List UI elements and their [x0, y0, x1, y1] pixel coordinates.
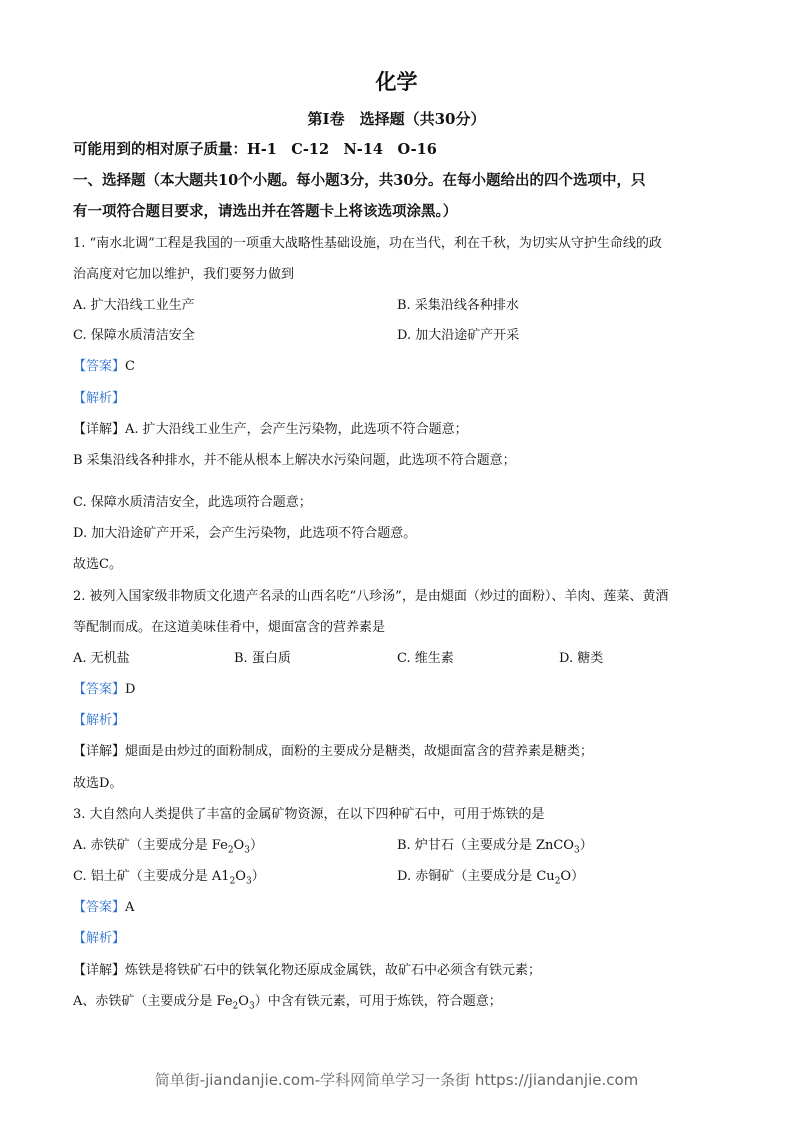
q2-option-d: D. 糖类 — [559, 651, 604, 666]
q2-option-b: B. 蛋白质 — [234, 651, 291, 666]
q2-analysis — [73, 711, 125, 731]
q1-conclusion: 故选C。 — [73, 557, 122, 572]
answer-label: 【答案】 — [73, 900, 126, 915]
formula-fe2o3: $Fe_2O_3$ — [216, 994, 255, 1012]
q3-option-d-text: D. 赤铜矿（主要成分是 — [397, 869, 537, 884]
formula-znco3: ZnCO$_3$ — [535, 838, 580, 856]
q3-option-a-text: A. 赤铁矿（主要成分是 — [73, 838, 212, 853]
q3-option-b-text: B. 炉甘石（主要成分是 — [397, 838, 536, 853]
q1-option-b: B. 采集沿线各种排水 — [397, 298, 519, 313]
q3-answer — [73, 898, 134, 918]
q1-stem-line1: 1. “南水北调”工程是我国的一项重大战略性基础设施，功在当代，利在千秋，为切实从守护生命线的政 — [73, 236, 662, 251]
section-subtitle: 第I卷 选择题（共30分） — [307, 110, 486, 128]
q2-conclusion: 故选D。 — [73, 776, 123, 791]
q3-detail-text2-pre: A、赤铁矿（主要成分是 — [73, 994, 217, 1009]
answer-label: 【答案】 — [73, 682, 126, 697]
analysis-label: 【解析】 — [73, 713, 126, 728]
q2-detail-text1: 煺面是由炒过的面粉制成，面粉的主要成分是糖类，故煺面富含的营养素是糖类； — [125, 744, 594, 759]
atomic-masses-line: 可能用到的相对原子质量：H-1 C-12 N-14 O-16 — [73, 141, 437, 158]
q2-detail-line1 — [73, 742, 593, 762]
q1-stem-line2: 治高度对它加以维护，我们要努力做到 — [73, 267, 295, 282]
q2-option-a: A. 无机盐 — [73, 651, 130, 666]
q1-detail-line1 — [73, 420, 468, 440]
detail-label: 【详解】 — [73, 422, 126, 437]
answer-label: 【答案】 — [73, 359, 126, 374]
formula-cu2o: $Cu_2O$ — [536, 869, 572, 887]
footer-watermark: 简单街-jiandanjie.com-学科网简单学习一条街 https://jiandanjie.com — [154, 1071, 639, 1089]
q3-answer-value: A — [125, 900, 135, 915]
section-instructions-line1: 一、选择题（本大题共10个小题。每小题3分，共30分。在每小题给出的四个选项中，只 — [73, 172, 646, 189]
analysis-label: 【解析】 — [73, 391, 126, 406]
q3-detail-line1 — [73, 961, 541, 981]
formula-fe2o3: $Fe_2O_3$ — [211, 838, 250, 856]
q1-detail-text1: A. 扩大沿线工业生产，会产生污染物，此选项不符合题意； — [125, 422, 468, 437]
q2-stem-line2: 等配制而成。在这道美味佳肴中，煺面富含的营养素是 — [73, 620, 386, 635]
section-instructions-line2: 有一项符合题目要求，请选出并在答题卡上将该选项涂黑。） — [73, 203, 458, 220]
q3-option-c: C. 铝土矿（主要成分是 $A1_2O_3$） — [73, 869, 265, 887]
q2-option-c: C. 维生素 — [397, 651, 454, 666]
q3-stem-line1: 3. 大自然向人类提供了丰富的金属矿物资源，在以下四种矿石中，可用于炼铁的是 — [73, 807, 545, 822]
q1-detail-line3: C. 保障水质清洁安全，此选项符合题意； — [73, 495, 312, 510]
q3-option-c-text: C. 铝土矿（主要成分是 — [73, 869, 212, 884]
detail-label: 【详解】 — [73, 744, 126, 759]
q1-detail-line4: D. 加大沿途矿产开采，会产生污染物，此选项不符合题意。 — [73, 526, 417, 541]
detail-label: 【详解】 — [73, 963, 126, 978]
q1-option-d: D. 加大沿途矿产开采 — [397, 328, 520, 343]
q1-answer-value: C — [125, 359, 135, 374]
q3-detail-line2 — [73, 992, 502, 1012]
q3-option-b: B. 炉甘石（主要成分是 ZnCO$_3$） — [397, 838, 593, 856]
q1-detail-line2: B 采集沿线各种排水，并不能从根本上解决水污染问题，此选项不符合题意； — [73, 453, 516, 468]
q3-analysis — [73, 929, 125, 949]
q1-option-a: A. 扩大沿线工业生产 — [73, 298, 195, 313]
q1-option-c: C. 保障水质清洁安全 — [73, 328, 195, 343]
q1-answer — [73, 357, 135, 377]
page-title: 化学 — [375, 70, 418, 94]
formula-al2o3: $A1_2O_3$ — [211, 869, 252, 887]
q2-answer — [73, 680, 135, 700]
q1-analysis — [73, 389, 125, 409]
q2-stem-line1: 2. 被列入国家级非物质文化遗产名录的山西名吃“八珍汤”，是由煺面（炒过的面粉）、羊肉、莲菜、黄酒 — [73, 589, 669, 604]
q3-detail-text2-post: ）中含有铁元素，可用于炼铁，符合题意； — [254, 994, 502, 1009]
analysis-label: 【解析】 — [73, 931, 126, 946]
q3-detail-text1: 炼铁是将铁矿石中的铁氧化物还原成金属铁，故矿石中必须含有铁元素； — [125, 963, 542, 978]
q3-option-d: D. 赤铜矿（主要成分是 $Cu_2O$） — [397, 869, 585, 887]
q3-option-a: A. 赤铁矿（主要成分是 $Fe_2O_3$） — [73, 838, 263, 856]
q2-answer-value: D — [125, 682, 136, 697]
